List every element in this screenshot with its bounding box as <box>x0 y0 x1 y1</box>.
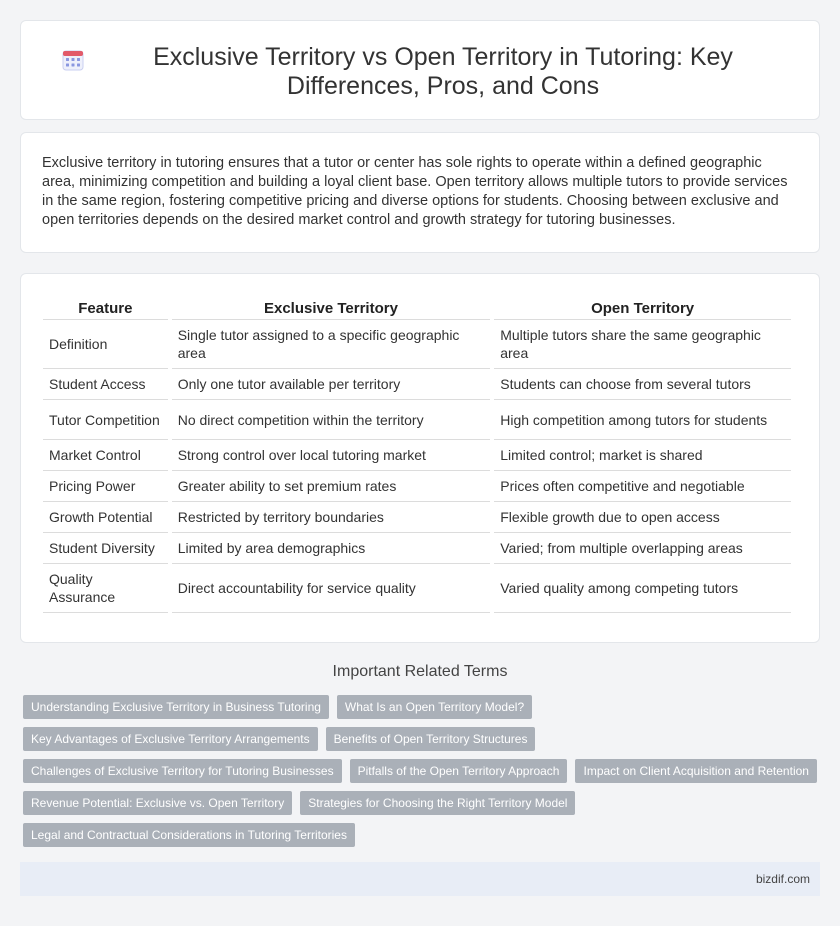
feature-cell: Student Access <box>43 369 168 400</box>
feature-cell: Quality Assurance <box>43 564 168 613</box>
feature-cell: Pricing Power <box>43 471 168 502</box>
comparison-card <box>20 273 820 643</box>
table-header-row <box>43 294 791 320</box>
table-row <box>43 400 791 440</box>
header-feature: Feature <box>43 294 168 320</box>
header-open: Open Territory <box>494 294 791 320</box>
exclusive-cell: Greater ability to set premium rates <box>172 471 491 502</box>
related-term-link[interactable]: Legal and Contractual Considerations in Tutoring Territories <box>23 823 355 847</box>
feature-cell: Student Diversity <box>43 533 168 564</box>
related-term-link[interactable]: Understanding Exclusive Territory in Business Tutoring <box>23 695 329 719</box>
exclusive-cell: Single tutor assigned to a specific geographic area <box>172 320 491 369</box>
open-cell: Multiple tutors share the same geographic area <box>494 320 791 369</box>
title-card <box>20 20 820 120</box>
comparison-table <box>39 294 795 613</box>
related-term-link[interactable]: Benefits of Open Territory Structures <box>326 727 536 751</box>
open-cell: Prices often competitive and negotiable <box>494 471 791 502</box>
feature-cell: Definition <box>43 320 168 369</box>
feature-cell: Growth Potential <box>43 502 168 533</box>
related-term-link[interactable]: Pitfalls of the Open Territory Approach <box>350 759 568 783</box>
table-row <box>43 471 791 502</box>
exclusive-cell: Limited by area demographics <box>172 533 491 564</box>
footer <box>20 862 820 896</box>
open-cell: Limited control; market is shared <box>494 440 791 471</box>
feature-cell: Market Control <box>43 440 168 471</box>
related-term-link[interactable]: Impact on Client Acquisition and Retention <box>575 759 816 783</box>
table-row <box>43 320 791 369</box>
calendar-icon <box>61 48 85 72</box>
related-term-link[interactable]: Strategies for Choosing the Right Territory Model <box>300 791 575 815</box>
intro-paragraph: Exclusive territory in tutoring ensures that a tutor or center has sole rights to operate within a defined geographic area, minimizing competition and building a loyal client base. Open territory allows multiple tutors to provide services in the same region, fostering competitive pricing and diverse options for students. Choosing between exclusive and open territories depends on the desired market control and growth strategy for tutoring businesses. <box>42 155 788 228</box>
feature-cell: Tutor Competition <box>43 400 168 440</box>
related-term-link[interactable]: Key Advantages of Exclusive Territory Arrangements <box>23 727 318 751</box>
related-term-link[interactable]: Revenue Potential: Exclusive vs. Open Territory <box>23 791 292 815</box>
exclusive-cell: Restricted by territory boundaries <box>172 502 491 533</box>
footer-site-name[interactable]: bizdif.com <box>755 872 810 886</box>
open-cell: High competition among tutors for students <box>494 400 791 440</box>
intro-card <box>20 132 820 253</box>
related-terms-heading: Important Related Terms <box>332 663 508 680</box>
table-row <box>43 564 791 613</box>
exclusive-cell: Direct accountability for service quality <box>172 564 491 613</box>
related-terms-list <box>23 695 823 855</box>
header-exclusive: Exclusive Territory <box>172 294 491 320</box>
open-cell: Flexible growth due to open access <box>494 502 791 533</box>
page-title: Exclusive Territory vs Open Territory in Tutoring: Key Differences, Pros, and Cons <box>153 43 733 100</box>
table-row <box>43 533 791 564</box>
table-row <box>43 440 791 471</box>
exclusive-cell: Strong control over local tutoring market <box>172 440 491 471</box>
related-term-link[interactable]: What Is an Open Territory Model? <box>337 695 532 719</box>
open-cell: Students can choose from several tutors <box>494 369 791 400</box>
table-row <box>43 502 791 533</box>
open-cell: Varied quality among competing tutors <box>494 564 791 613</box>
related-term-link[interactable]: Challenges of Exclusive Territory for Tutoring Businesses <box>23 759 342 783</box>
table-row <box>43 369 791 400</box>
open-cell: Varied; from multiple overlapping areas <box>494 533 791 564</box>
exclusive-cell: No direct competition within the territory <box>172 400 491 440</box>
exclusive-cell: Only one tutor available per territory <box>172 369 491 400</box>
